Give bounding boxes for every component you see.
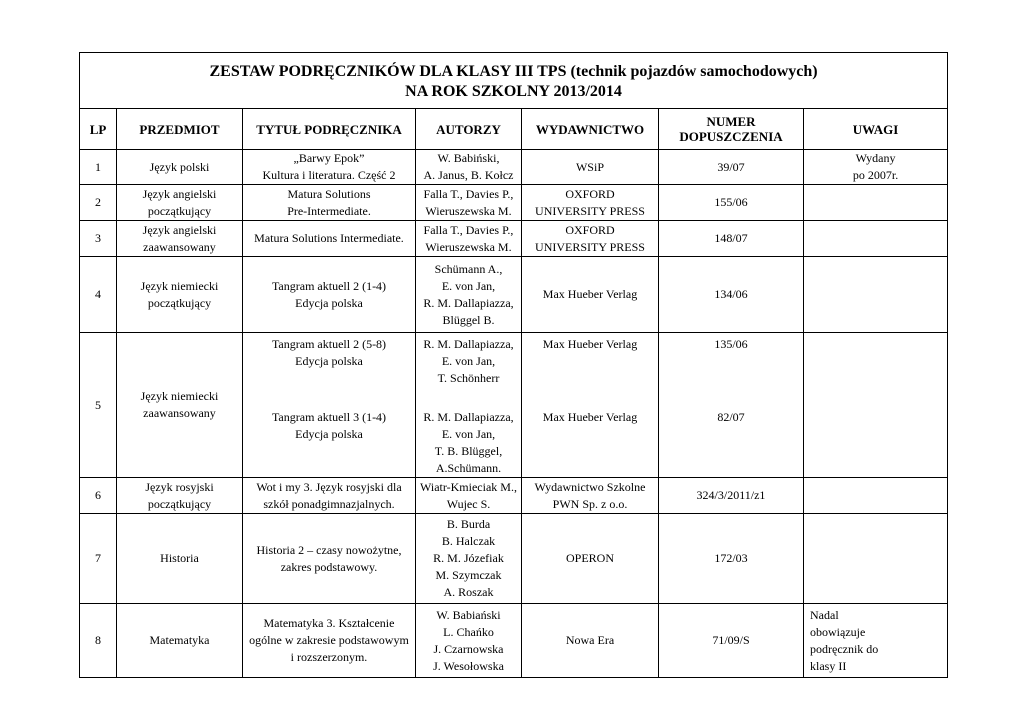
cell-tytul-line: Matura Solutions Intermediate. <box>254 231 404 245</box>
cell-lp <box>80 514 117 604</box>
cell-uwagi <box>804 221 948 257</box>
cell-tytul-line: Edycja polska <box>295 427 363 441</box>
cell-numer-line: 134/06 <box>714 287 748 301</box>
cell-autorzy-line: A. Roszak <box>443 585 494 599</box>
cell-autorzy-line: W. Babiński, <box>437 151 500 165</box>
cell-autorzy-line: Wieruszewska M. <box>425 203 512 218</box>
cell-uwagi <box>804 478 948 514</box>
cell-przedmiot-line: Język angielski <box>142 186 217 201</box>
header-numer-line2: DOPUSZCZENIA <box>679 129 783 144</box>
cell-lp-line: 1 <box>95 159 101 174</box>
cell-autorzy-line: Falla T., Davies P., <box>423 222 514 237</box>
cell-uwagi-line: klasy II <box>810 658 847 673</box>
cell-lp-line: 2 <box>95 195 101 209</box>
table-row <box>80 221 948 257</box>
header-numer <box>659 109 804 150</box>
cell-lp-line: 8 <box>95 633 101 647</box>
cell-przedmiot-line: początkujący <box>147 295 212 310</box>
cell-lp-line: 6 <box>95 488 101 502</box>
cell-tytul-line: „Barwy Epok” <box>293 151 365 165</box>
cell-numer-line: 172/03 <box>714 551 748 565</box>
group-gap <box>246 387 412 409</box>
cell-tytul-line: Historia 2 – czasy nowożytne, <box>256 542 402 557</box>
header-lp: LP <box>80 109 117 150</box>
cell-numer-line: 148/07 <box>714 231 748 245</box>
header-przedmiot: PRZEDMIOT <box>117 109 243 150</box>
cell-autorzy <box>416 185 522 221</box>
cell-tytul <box>243 257 416 333</box>
cell-uwagi <box>804 604 948 678</box>
cell-tytul <box>243 221 416 257</box>
cell-wydawnictwo-group <box>525 336 655 387</box>
group-gap <box>525 387 655 409</box>
cell-lp <box>80 185 117 221</box>
cell-autorzy-line: W. Babiański <box>436 607 501 622</box>
cell-przedmiot-line: zaawansowany <box>143 239 216 254</box>
cell-tytul-line: Pre-Intermediate. <box>287 203 371 218</box>
cell-wydawnictwo <box>522 150 659 185</box>
cell-numer <box>659 333 804 478</box>
cell-tytul-line: Tangram aktuell 2 (5-8) <box>271 337 387 351</box>
header-tytul: TYTUŁ PODRĘCZNIKA <box>243 109 416 150</box>
cell-autorzy-group <box>419 409 518 477</box>
cell-wydawnictwo-line: Max Hueber Verlag <box>542 410 638 424</box>
cell-numer <box>659 604 804 678</box>
cell-lp <box>80 333 117 478</box>
cell-autorzy-line: B. Halczak <box>441 534 496 548</box>
cell-tytul-line: ogólne w zakresie podstawowym <box>249 633 409 647</box>
cell-numer-group <box>662 336 800 387</box>
cell-autorzy-line: E. von Jan, <box>441 354 496 368</box>
cell-wydawnictwo-line: PWN Sp. z o.o. <box>552 496 628 511</box>
cell-przedmiot <box>117 221 243 257</box>
cell-przedmiot <box>117 604 243 678</box>
document-page <box>79 52 947 678</box>
cell-tytul <box>243 514 416 604</box>
cell-wydawnictwo-line: UNIVERSITY PRESS <box>535 203 645 218</box>
table-body <box>80 150 948 678</box>
cell-uwagi <box>804 257 948 333</box>
cell-przedmiot <box>117 333 243 478</box>
cell-autorzy-line: A.Schümann. <box>435 461 502 475</box>
title-line-1: ZESTAW PODRĘCZNIKÓW DLA KLASY III TPS (technik pojazdów samochodowych) <box>209 62 818 80</box>
cell-lp <box>80 257 117 333</box>
cell-przedmiot <box>117 257 243 333</box>
cell-autorzy-line: Wujec S. <box>446 496 491 511</box>
cell-przedmiot-line: Matematyka <box>149 633 210 647</box>
cell-uwagi-line: Wydany <box>855 151 896 165</box>
cell-lp <box>80 478 117 514</box>
cell-tytul <box>243 333 416 478</box>
cell-numer <box>659 150 804 185</box>
cell-numer-line: 71/09/S <box>712 633 750 647</box>
cell-uwagi <box>804 150 948 185</box>
cell-tytul-line: Wot i my 3. Język rosyjski dla <box>256 479 402 494</box>
title-line-2: NA ROK SZKOLNY 2013/2014 <box>405 82 622 100</box>
cell-uwagi-line: obowiązuje <box>810 624 866 639</box>
cell-wydawnictwo-line: Nowa Era <box>565 633 615 647</box>
cell-uwagi <box>804 333 948 478</box>
cell-numer-line: 155/06 <box>714 195 748 209</box>
cell-wydawnictwo <box>522 257 659 333</box>
cell-lp-line: 5 <box>95 397 101 412</box>
group-gap <box>662 387 800 409</box>
cell-autorzy-line: Wieruszewska M. <box>425 239 512 254</box>
cell-lp-line: 4 <box>95 287 101 301</box>
cell-lp-line: 7 <box>95 551 101 565</box>
cell-autorzy-line: A. Janus, B. Kołcz <box>423 168 514 182</box>
table-row <box>80 150 948 185</box>
cell-wydawnictwo-line: Wydawnictwo Szkolne <box>534 479 646 494</box>
cell-autorzy <box>416 221 522 257</box>
cell-autorzy-line: Schümann A., <box>434 261 503 276</box>
cell-tytul-line: Matura Solutions <box>287 186 371 201</box>
cell-tytul-line: Matematyka 3. Kształcenie <box>263 616 395 630</box>
cell-lp-line: 3 <box>95 231 101 245</box>
cell-przedmiot-line: początkujący <box>147 203 212 218</box>
cell-tytul-line: Tangram aktuell 2 (1-4) <box>271 278 387 293</box>
cell-autorzy-line: L. Chańko <box>443 624 494 639</box>
cell-tytul <box>243 604 416 678</box>
header-wydawnictwo: WYDAWNICTWO <box>522 109 659 150</box>
cell-autorzy-line: T. Schönherr <box>437 371 500 385</box>
cell-numer-line: 135/06 <box>714 337 748 351</box>
cell-przedmiot-line: Historia <box>160 551 199 565</box>
cell-wydawnictwo-group <box>525 409 655 460</box>
cell-tytul-group <box>246 409 412 460</box>
cell-uwagi-line: podręcznik do <box>810 641 879 656</box>
cell-przedmiot-line: Język niemiecki <box>140 278 219 293</box>
cell-przedmiot <box>117 478 243 514</box>
cell-autorzy <box>416 150 522 185</box>
cell-wydawnictwo-line: UNIVERSITY PRESS <box>535 239 645 254</box>
cell-autorzy <box>416 604 522 678</box>
cell-wydawnictwo <box>522 185 659 221</box>
cell-autorzy-line: B. Burda <box>446 517 491 531</box>
cell-wydawnictwo <box>522 221 659 257</box>
table-row <box>80 333 948 478</box>
cell-autorzy-line: J. Wesołowska <box>433 658 504 673</box>
cell-wydawnictwo <box>522 514 659 604</box>
cell-numer-group <box>662 409 800 460</box>
cell-przedmiot-line: zaawansowany <box>143 406 216 420</box>
header-numer-line1: NUMER <box>706 114 756 129</box>
cell-autorzy-line: E. von Jan, <box>441 278 496 293</box>
cell-autorzy-line: R. M. Dallapiazza, <box>423 337 514 351</box>
cell-wydawnictwo-line: Max Hueber Verlag <box>542 287 638 301</box>
cell-autorzy-line: J. Czarnowska <box>433 641 504 656</box>
cell-tytul-line: Tangram aktuell 3 (1-4) <box>271 410 387 424</box>
cell-tytul-line: Edycja polska <box>295 354 363 368</box>
cell-numer-line: 324/3/2011/z1 <box>696 488 766 502</box>
cell-tytul-line: szkół ponadgimnazjalnych. <box>263 496 395 511</box>
cell-lp <box>80 150 117 185</box>
cell-wydawnictwo <box>522 604 659 678</box>
header-row <box>80 109 948 150</box>
cell-tytul <box>243 478 416 514</box>
cell-tytul-line: zakres podstawowy. <box>280 559 378 574</box>
cell-przedmiot-line: Język rosyjski <box>145 479 214 494</box>
cell-tytul <box>243 185 416 221</box>
cell-numer <box>659 221 804 257</box>
cell-tytul-group <box>246 336 412 387</box>
cell-autorzy-line: T. B. Blüggel, <box>434 444 503 458</box>
cell-przedmiot <box>117 185 243 221</box>
cell-numer-line: 82/07 <box>717 410 745 424</box>
cell-tytul-line: Kultura i literatura. Część 2 <box>262 168 396 182</box>
cell-wydawnictwo <box>522 478 659 514</box>
cell-przedmiot-line: Język niemiecki <box>140 389 219 403</box>
cell-autorzy-line: Blüggel B. <box>442 312 495 327</box>
cell-tytul <box>243 150 416 185</box>
cell-wydawnictwo-line: OPERON <box>565 551 614 565</box>
cell-uwagi-line: po 2007r. <box>852 168 899 182</box>
cell-autorzy-line: R. M. Dallapiazza, <box>423 295 514 310</box>
cell-numer <box>659 478 804 514</box>
cell-tytul-line: i rozszerzonym. <box>290 650 368 664</box>
cell-wydawnictwo-line: OXFORD <box>565 186 615 201</box>
cell-lp <box>80 221 117 257</box>
cell-przedmiot-line: Język angielski <box>142 222 217 237</box>
cell-przedmiot <box>117 514 243 604</box>
cell-tytul-line: Edycja polska <box>295 295 363 310</box>
header-uwagi: UWAGI <box>804 109 948 150</box>
table-row <box>80 514 948 604</box>
cell-wydawnictwo <box>522 333 659 478</box>
cell-autorzy-line: R. M. Dallapiazza, <box>423 410 514 424</box>
cell-wydawnictwo-line: Max Hueber Verlag <box>542 337 638 351</box>
cell-przedmiot-line: początkujący <box>147 496 212 511</box>
cell-autorzy-group <box>419 336 518 387</box>
cell-przedmiot-line: Język polski <box>149 159 210 174</box>
cell-uwagi <box>804 514 948 604</box>
header-autorzy: AUTORZY <box>416 109 522 150</box>
cell-autorzy-line: M. Szymczak <box>435 568 502 582</box>
table-row <box>80 478 948 514</box>
cell-autorzy <box>416 478 522 514</box>
cell-autorzy-line: Wiatr-Kmieciak M., <box>420 479 517 494</box>
cell-autorzy-line: R. M. Józefiak <box>433 551 504 565</box>
cell-autorzy <box>416 257 522 333</box>
cell-uwagi-line: Nadal <box>810 607 839 622</box>
cell-wydawnictwo-line: OXFORD <box>565 222 615 237</box>
cell-autorzy <box>416 333 522 478</box>
table-row <box>80 257 948 333</box>
group-gap <box>419 387 518 409</box>
cell-autorzy <box>416 514 522 604</box>
title-row <box>80 53 948 109</box>
cell-numer-line: 39/07 <box>717 159 745 174</box>
cell-przedmiot <box>117 150 243 185</box>
cell-wydawnictwo-line: WSiP <box>575 159 604 174</box>
cell-autorzy-line: E. von Jan, <box>441 427 496 441</box>
cell-numer <box>659 257 804 333</box>
cell-numer <box>659 185 804 221</box>
table-row <box>80 604 948 678</box>
cell-numer <box>659 514 804 604</box>
textbook-table <box>79 52 948 678</box>
cell-lp <box>80 604 117 678</box>
table-title <box>80 53 948 109</box>
table-row <box>80 185 948 221</box>
cell-uwagi <box>804 185 948 221</box>
cell-autorzy-line: Falla T., Davies P., <box>423 186 514 201</box>
